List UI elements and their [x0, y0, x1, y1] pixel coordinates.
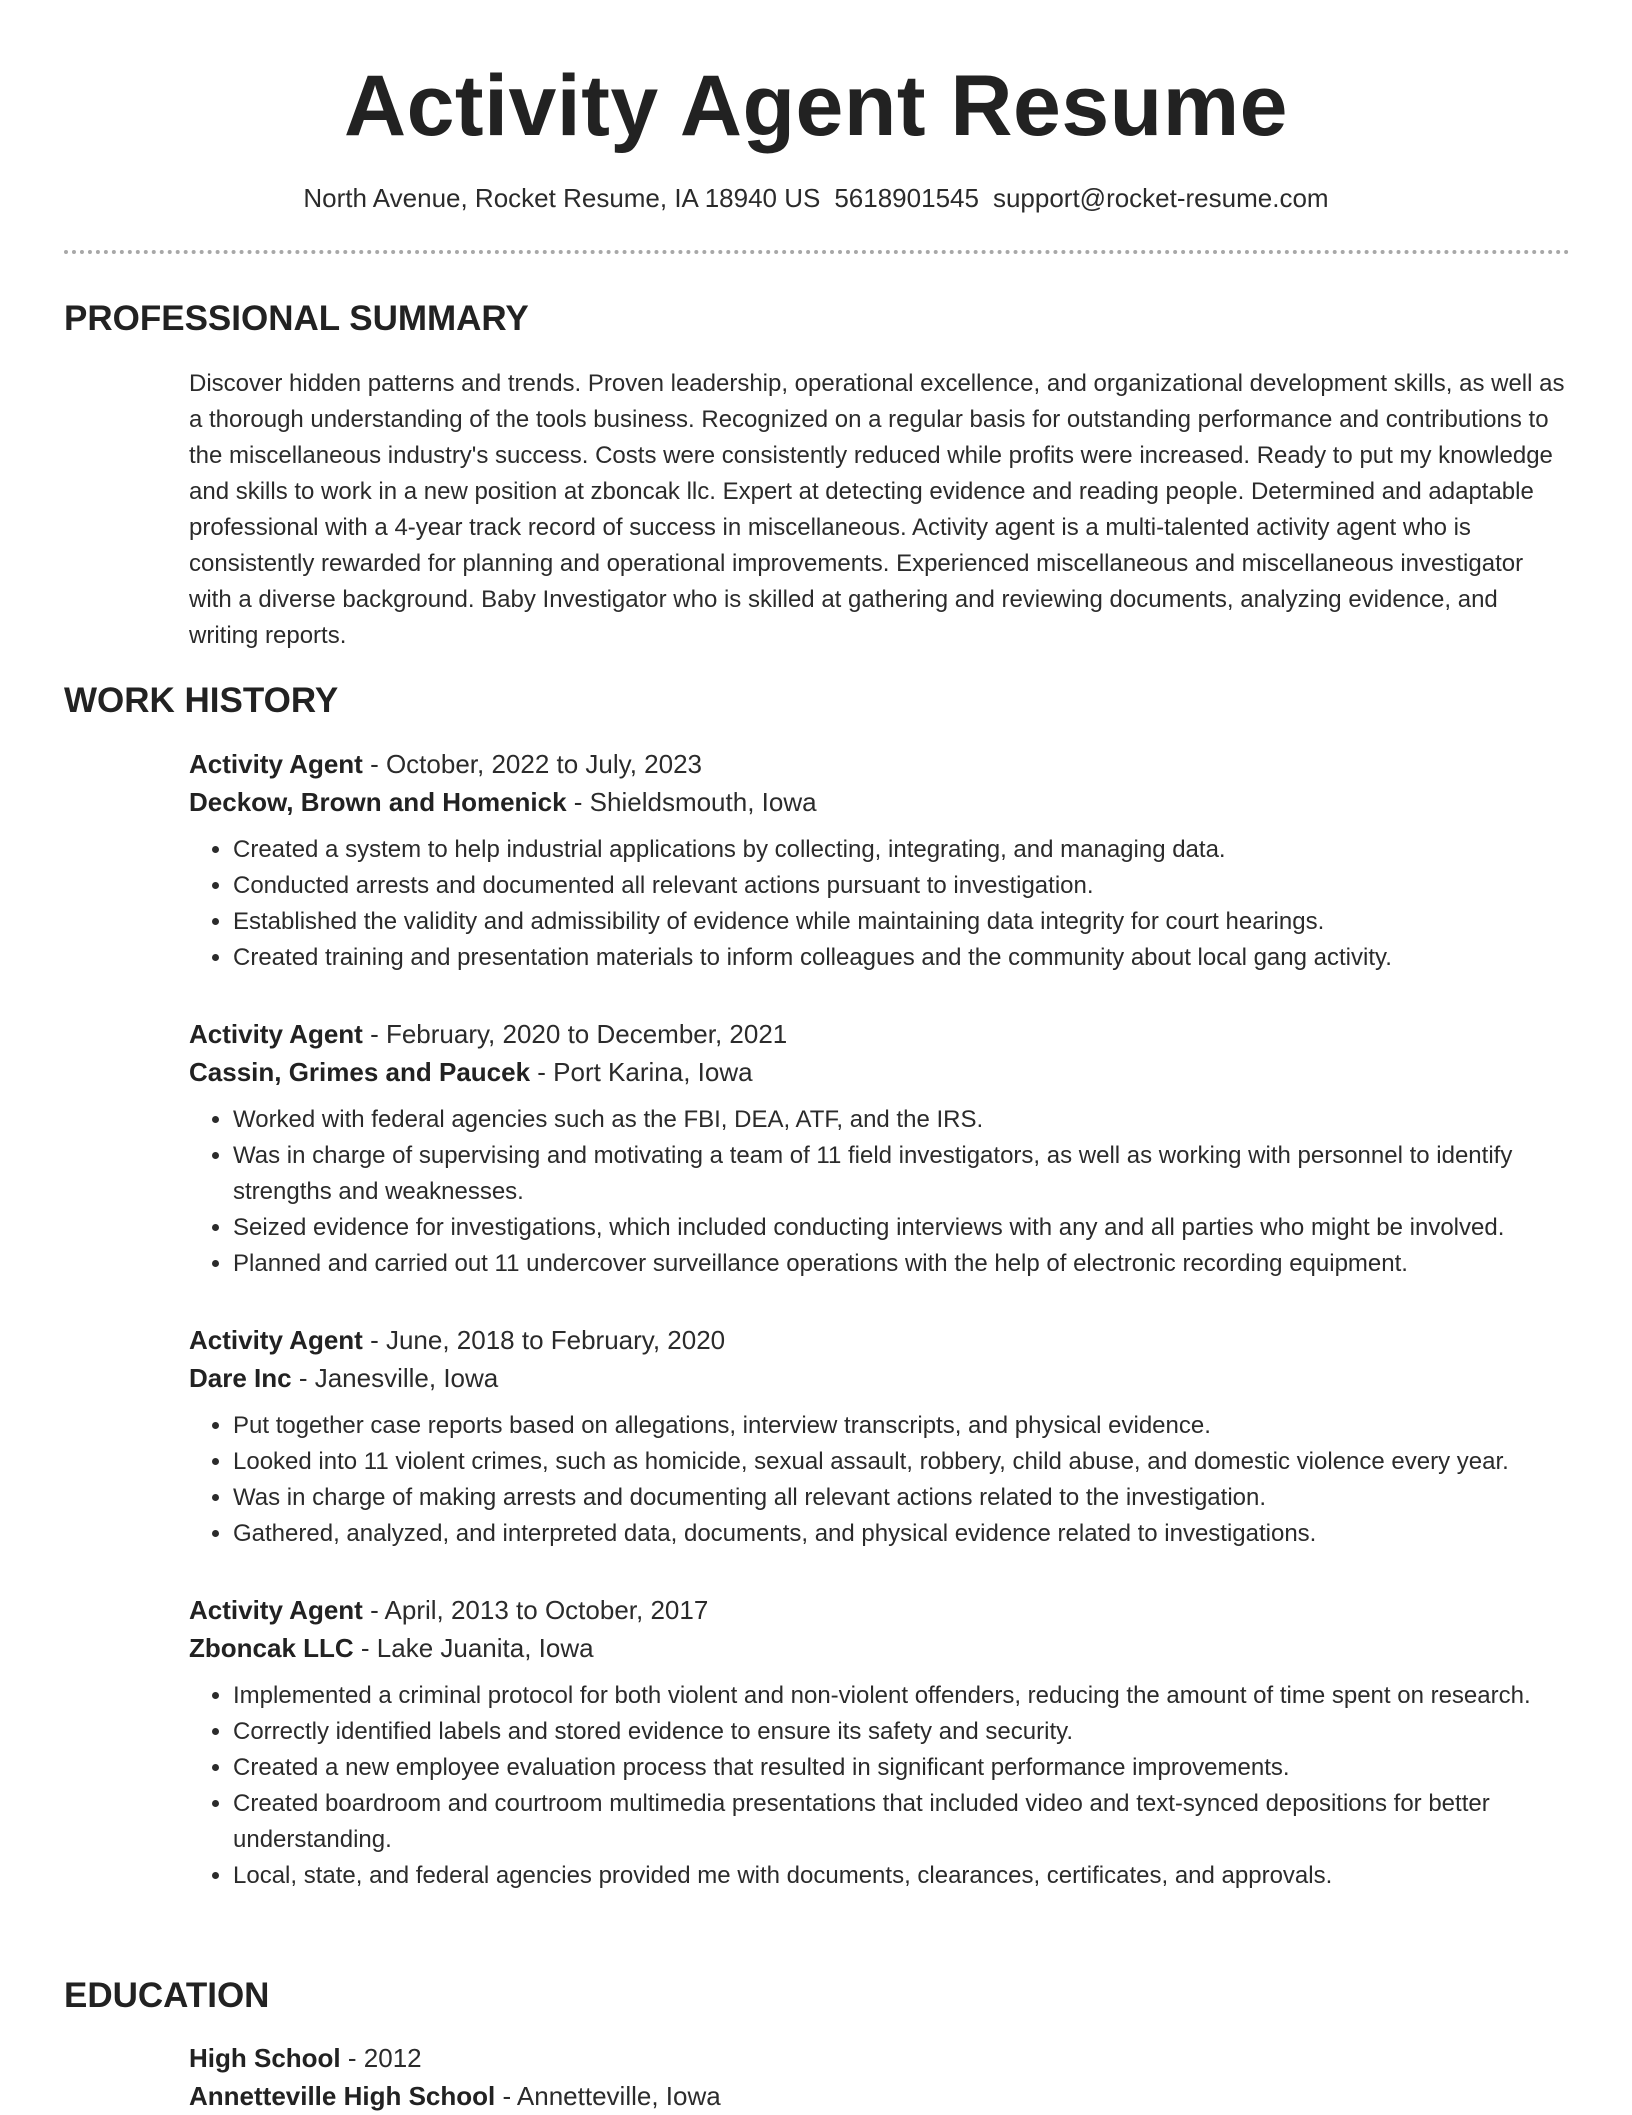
job-bullet: • Worked with federal agencies such as the FBI, DEA, ATF, and the IRS.: [233, 1102, 1579, 1138]
job-company-line: [189, 1629, 1579, 1667]
education-school: Annetteville High School: [189, 2081, 496, 2111]
summary-heading: PROFESSIONAL SUMMARY: [64, 299, 529, 338]
job-bullet: • Correctly identified labels and stored evidence to ensure its safety and security.: [233, 1714, 1579, 1750]
job-title: Activity Agent: [189, 1325, 363, 1355]
job-title: Activity Agent: [189, 749, 363, 779]
contact-email[interactable]: support@rocket-resume.com: [992, 183, 1329, 213]
job-entry: [189, 1591, 1579, 1894]
job-bullet: • Was in charge of making arrests and documenting all relevant actions related to the investigation.: [233, 1480, 1579, 1516]
education-degree-line: [189, 2039, 1579, 2077]
summary-text: Discover hidden patterns and trends. Proven leadership, operational excellence, and organizational development skills, as well as a thorough understanding of the tools business. Recognized on a regular basis for outstanding performance and contributions to the miscellaneous industry's success. Costs were consistently reduced while profits were increased. Ready to put my knowledge and skills to work in a new position at zboncak llc. Expert at detecting evidence and reading people. Determined and adaptable professional with a 4-year track record of success in miscellaneous. Activity agent is a multi-talented activity agent who is consistently rewarded for planning and operational improvements. Experienced miscellaneous and miscellaneous investigator with a diverse background. Baby Investigator who is skilled at gathering and reviewing documents, analyzing evidence, and writing reports.: [189, 370, 1565, 649]
job-bullet: • Created a system to help industrial applications by collecting, integrating, and managing data.: [233, 832, 1579, 868]
job-company-line: [189, 1359, 1579, 1397]
job-bullet: • Established the validity and admissibility of evidence while maintaining data integrity for court hearings.: [233, 904, 1579, 940]
job-bullet: • Implemented a criminal protocol for both violent and non-violent offenders, reducing the amount of time spent on research.: [233, 1678, 1579, 1714]
job-dates: - October, 2022 to July, 2023: [362, 749, 703, 779]
job-title-line: [189, 745, 1579, 783]
education-heading: EDUCATION: [64, 1976, 270, 2015]
job-entry: [189, 1015, 1579, 1282]
education-school-line: [189, 2077, 1579, 2115]
resume-title: Activity Agent Resume: [344, 58, 1288, 154]
job-bullets: [189, 1102, 1579, 1282]
job-title-line: [189, 1591, 1579, 1629]
job-bullet: • Created training and presentation materials to inform colleagues and the community about local gang activity.: [233, 940, 1579, 976]
job-location: - Shieldsmouth, Iowa: [566, 787, 817, 817]
job-bullets: [189, 1408, 1579, 1552]
contact-phone: 5618901545: [834, 183, 979, 213]
job-dates: - April, 2013 to October, 2017: [362, 1595, 709, 1625]
education-degree: High School: [189, 2043, 341, 2073]
work-history-heading: WORK HISTORY: [64, 681, 339, 720]
education-year: - 2012: [340, 2043, 422, 2073]
job-bullet: • Created a new employee evaluation process that resulted in significant performance improvements.: [233, 1750, 1579, 1786]
job-bullets: [189, 832, 1579, 976]
job-dates: - February, 2020 to December, 2021: [362, 1019, 788, 1049]
job-dates: - June, 2018 to February, 2020: [362, 1325, 726, 1355]
job-bullet: • Looked into 11 violent crimes, such as homicide, sexual assault, robbery, child abuse, and domestic violence every year.: [233, 1444, 1579, 1480]
job-company: Zboncak LLC: [189, 1633, 354, 1663]
job-title-line: [189, 1321, 1579, 1359]
contact-address: North Avenue, Rocket Resume, IA 18940 US: [303, 183, 821, 213]
contact-line: [0, 180, 1632, 216]
job-bullets: [189, 1678, 1579, 1894]
job-bullet: • Conducted arrests and documented all relevant actions pursuant to investigation.: [233, 868, 1579, 904]
job-title: Activity Agent: [189, 1019, 363, 1049]
education-entry: [189, 2039, 1579, 2115]
job-location: - Janesville, Iowa: [291, 1363, 499, 1393]
job-bullet: • Created boardroom and courtroom multimedia presentations that included video and text-synced depositions for better understanding.: [233, 1786, 1579, 1858]
header-divider: [64, 250, 1570, 254]
job-title-line: [189, 1015, 1579, 1053]
job-title: Activity Agent: [189, 1595, 363, 1625]
job-bullet: • Was in charge of supervising and motivating a team of 11 field investigators, as well as working with personnel to identify strengths and weaknesses.: [233, 1138, 1579, 1210]
job-company: Deckow, Brown and Homenick: [189, 787, 567, 817]
job-entry: [189, 1321, 1579, 1552]
job-company-line: [189, 1053, 1579, 1091]
job-entry: [189, 745, 1579, 976]
job-location: - Lake Juanita, Iowa: [353, 1633, 594, 1663]
job-bullet: • Seized evidence for investigations, which included conducting interviews with any and all parties who might be involved.: [233, 1210, 1579, 1246]
job-company: Cassin, Grimes and Paucek: [189, 1057, 531, 1087]
job-company-line: [189, 783, 1579, 821]
job-company: Dare Inc: [189, 1363, 292, 1393]
education-location: - Annetteville, Iowa: [495, 2081, 721, 2111]
job-bullet: • Gathered, analyzed, and interpreted data, documents, and physical evidence related to investigations.: [233, 1516, 1579, 1552]
job-bullet: • Local, state, and federal agencies provided me with documents, clearances, certificates, and approvals.: [233, 1858, 1579, 1894]
job-location: - Port Karina, Iowa: [530, 1057, 753, 1087]
job-bullet: • Planned and carried out 11 undercover surveillance operations with the help of electronic recording equipment.: [233, 1246, 1579, 1282]
job-bullet: • Put together case reports based on allegations, interview transcripts, and physical evidence.: [233, 1408, 1579, 1444]
